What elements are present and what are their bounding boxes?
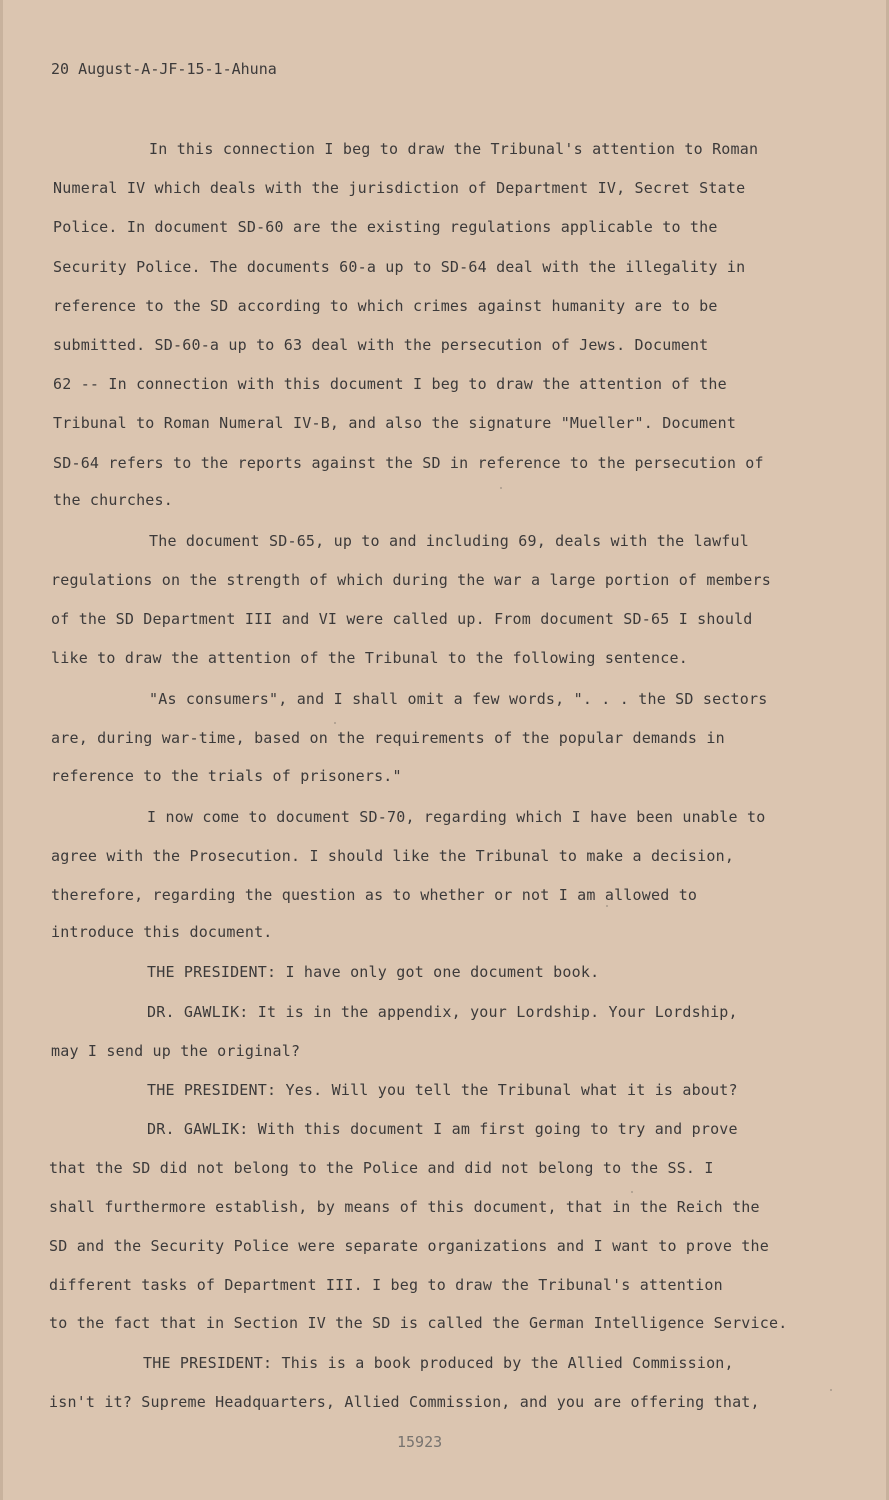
text-line: "As consumers", and I shall omit a few words, ". . . the SD sectors <box>149 690 768 708</box>
text-line: that the SD did not belong to the Police and did not belong to the SS. I <box>49 1159 714 1177</box>
paper-speck <box>606 905 608 907</box>
text-line: Police. In document SD-60 are the existing regulations applicable to the <box>53 218 718 236</box>
text-line: THE PRESIDENT: Yes. Will you tell the Tribunal what it is about? <box>147 1081 738 1099</box>
text-line: DR. GAWLIK: With this document I am first going to try and prove <box>147 1120 738 1138</box>
text-line: Numeral IV which deals with the jurisdiction of Department IV, Secret State <box>53 179 746 197</box>
text-line: isn't it? Supreme Headquarters, Allied Commission, and you are offering that, <box>49 1393 760 1411</box>
paper-speck <box>500 487 502 489</box>
text-line: THE PRESIDENT: This is a book produced by the Allied Commission, <box>143 1354 734 1372</box>
text-line: regulations on the strength of which during the war a large portion of members <box>51 571 771 589</box>
paper-speck <box>830 1389 832 1391</box>
text-line: Tribunal to Roman Numeral IV-B, and also the signature "Mueller". Document <box>53 414 737 432</box>
paper-speck <box>334 722 336 724</box>
text-line: agree with the Prosecution. I should like the Tribunal to make a decision, <box>51 847 735 865</box>
text-line: may I send up the original? <box>51 1042 301 1060</box>
text-line: to the fact that in Section IV the SD is called the German Intelligence Service. <box>49 1314 788 1332</box>
text-line: I now come to document SD-70, regarding which I have been unable to <box>147 808 766 826</box>
text-line: The document SD-65, up to and including 69, deals with the lawful <box>149 532 749 550</box>
document-header: 20 August-A-JF-15-1-Ahuna <box>51 60 277 78</box>
text-line: like to draw the attention of the Tribunal to the following sentence. <box>51 649 688 667</box>
text-line: the churches. <box>53 491 173 509</box>
text-line: In this connection I beg to draw the Tribunal's attention to Roman <box>149 140 759 158</box>
text-line: reference to the SD according to which crimes against humanity are to be <box>53 297 718 315</box>
text-line: different tasks of Department III. I beg to draw the Tribunal's attention <box>49 1276 723 1294</box>
text-line: therefore, regarding the question as to whether or not I am allowed to <box>51 886 698 904</box>
text-line: 62 -- In connection with this document I beg to draw the attention of the <box>53 375 727 393</box>
page-number: 15923 <box>397 1433 443 1451</box>
paper-speck <box>631 1191 633 1193</box>
text-line: introduce this document. <box>51 923 273 941</box>
text-line: SD and the Security Police were separate organizations and I want to prove the <box>49 1237 769 1255</box>
text-line: DR. GAWLIK: It is in the appendix, your Lordship. Your Lordship, <box>147 1003 738 1021</box>
text-line: of the SD Department III and VI were called up. From document SD-65 I should <box>51 610 753 628</box>
text-line: shall furthermore establish, by means of this document, that in the Reich the <box>49 1198 760 1216</box>
text-line: Security Police. The documents 60-a up to SD-64 deal with the illegality in <box>53 258 746 276</box>
text-line: are, during war-time, based on the requirements of the popular demands in <box>51 729 725 747</box>
text-line: THE PRESIDENT: I have only got one document book. <box>147 963 600 981</box>
text-line: SD-64 refers to the reports against the SD in reference to the persecution of <box>53 454 764 472</box>
text-line: submitted. SD-60-a up to 63 deal with the persecution of Jews. Document <box>53 336 709 354</box>
text-line: reference to the trials of prisoners." <box>51 767 402 785</box>
